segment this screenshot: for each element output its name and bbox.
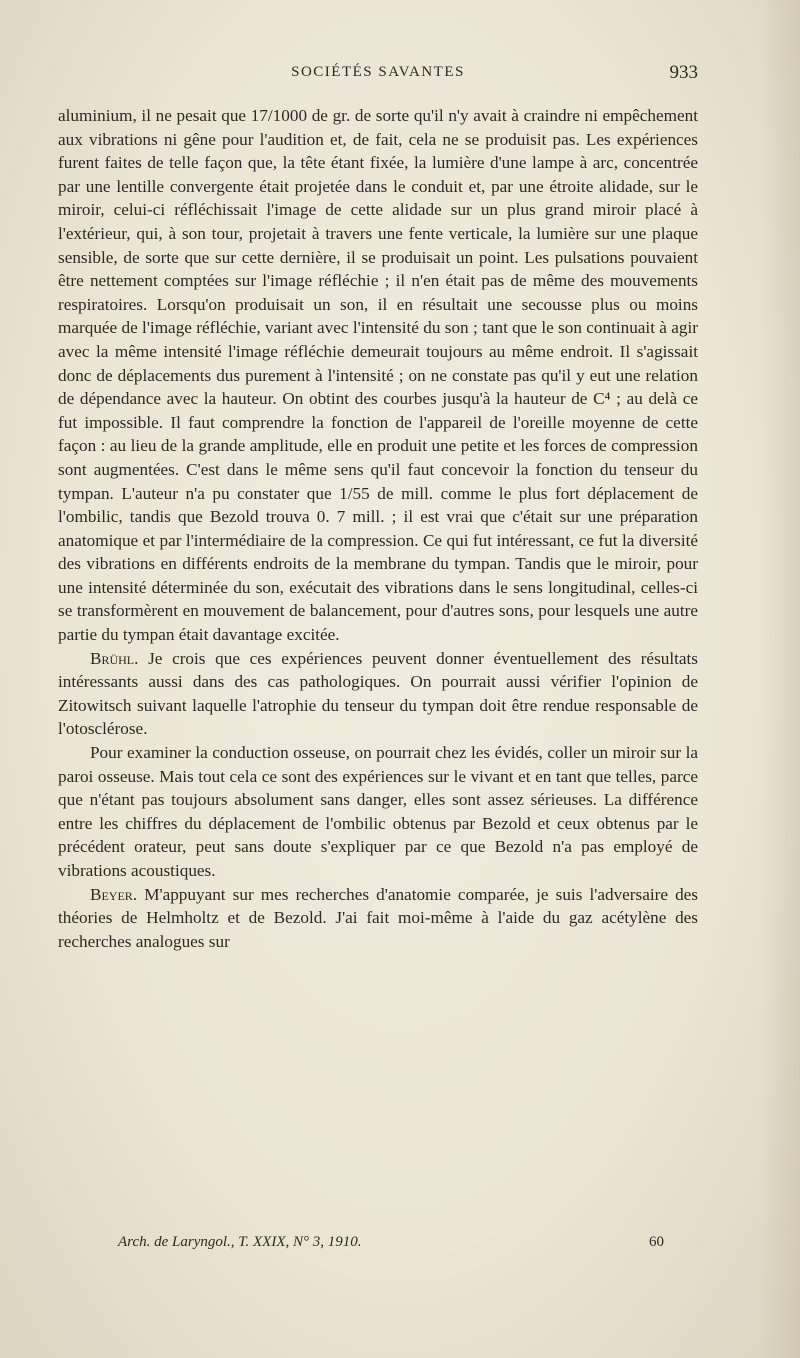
paragraph-text: aluminium, il ne pesait que 17/1000 de gr. de sorte qu'il n'y avait à craindre ni empêchement aux vibrations ni gêne pour l'audition et, de fait, cela ne se produisit pas. Les expériences furent faites de telle façon que, la tête étant fixée, la lumière d'une lampe à arc, concentrée par une lentille convergente était projetée dans le conduit et, par une étroite alidade, sur le miroir, celui-ci réfléchissait l'image de cette alidade sur un plus grand miroir placé à l'extérieur, qui, à son tour, projetait à travers une fente verticale, la lumière sur une plaque sensible, de sorte que sur cette dernière, il se produisait un point. Les pulsations pouvaient être nettement comptées sur l'image réfléchie ; il n'en était pas de même des mouvements respiratoires. Lorsqu'on produisait un son, il en résultait une secousse plus ou moins marquée de l'image réfléchie, variant avec l'intensité du son ; tant que le son continuait à agir avec la même intensité l'image réfléchie demeurait toujours au même endroit. Il s'agissait donc de déplacements dus purement à l'intensité ; on ne constate pas qu'il y eut une relation de dépendance avec la hauteur. On obtint des courbes jusqu'à la hauteur de C⁴ ; au delà ce fut impossible. Il faut comprendre la fonction de l'appareil de l'oreille moyenne de cette façon : au lieu de la grande amplitude, elle en produit une petite et les forces de compression sont augmentées. C'est dans le même sens qu'il faut concevoir la fonction du tenseur du tympan. L'auteur n'a pu constater que 1/55 de mill. comme le plus fort déplacement de l'ombilic, tandis que Bezold trouva 0. 7 mill. ; il est vrai que c'était sur une préparation anatomique et par l'intermédiaire de la compression. Ce qui fut intéressant, ce fut la diversité des vibrations en différents endroits de la membrane du tympan. Tandis que le miroir, pour une intensité déterminée du son, exécutait des vibrations dans le sens longitudinal, celles-ci se transformèrent en mouvement de balancement, pour d'autres sons, pour lesquels une autre partie du tympan était davantage excitée. bbox=[58, 106, 698, 645]
speaker-name: Brühl. bbox=[90, 648, 139, 668]
paragraph bbox=[58, 647, 698, 741]
signature-mark: 60 bbox=[649, 1234, 664, 1250]
running-title: SOCIÉTÉS SAVANTES bbox=[291, 64, 465, 80]
page-footer bbox=[58, 1234, 698, 1258]
page-edge-shadow bbox=[760, 0, 800, 1358]
speaker-name: Beyer. bbox=[90, 884, 138, 904]
journal-citation: Arch. de Laryngol., T. XXIX, N° 3, 1910. bbox=[118, 1234, 362, 1250]
paragraph bbox=[58, 741, 698, 883]
page-header bbox=[58, 62, 698, 92]
paragraph bbox=[58, 883, 698, 954]
body-text bbox=[58, 104, 698, 953]
paragraph bbox=[58, 104, 698, 647]
paragraph-text: M'appuyant sur mes recherches d'anatomie comparée, je suis l'adversaire des théories de Helmholtz et de Bezold. J'ai fait moi-même à l'aide du gaz acétylène des recherches analogues sur bbox=[58, 884, 698, 951]
paragraph-text: Je crois que ces expériences peuvent donner éventuellement des résultats intéressants aussi dans des cas pathologiques. On pourrait aussi vérifier l'opinion de Zitowitsch suivant laquelle l'atrophie du tenseur du tympan doit être rendue responsable de l'otosclérose. bbox=[58, 648, 698, 739]
paragraph-text: Pour examiner la conduction osseuse, on pourrait chez les évidés, coller un miroir sur la paroi osseuse. Mais tout cela ce sont des expériences sur le vivant et en tant que telles, parce que n'étant pas toujours absolument sans danger, elles sont assez sérieuses. La différence entre les chiffres du déplacement de l'ombilic obtenus par Bezold et ceux obtenus par le précédent orateur, peut sans doute s'expliquer par ce que Bezold n'a pas employé de vibrations acoustiques. bbox=[58, 743, 698, 880]
page-number: 933 bbox=[669, 62, 698, 83]
